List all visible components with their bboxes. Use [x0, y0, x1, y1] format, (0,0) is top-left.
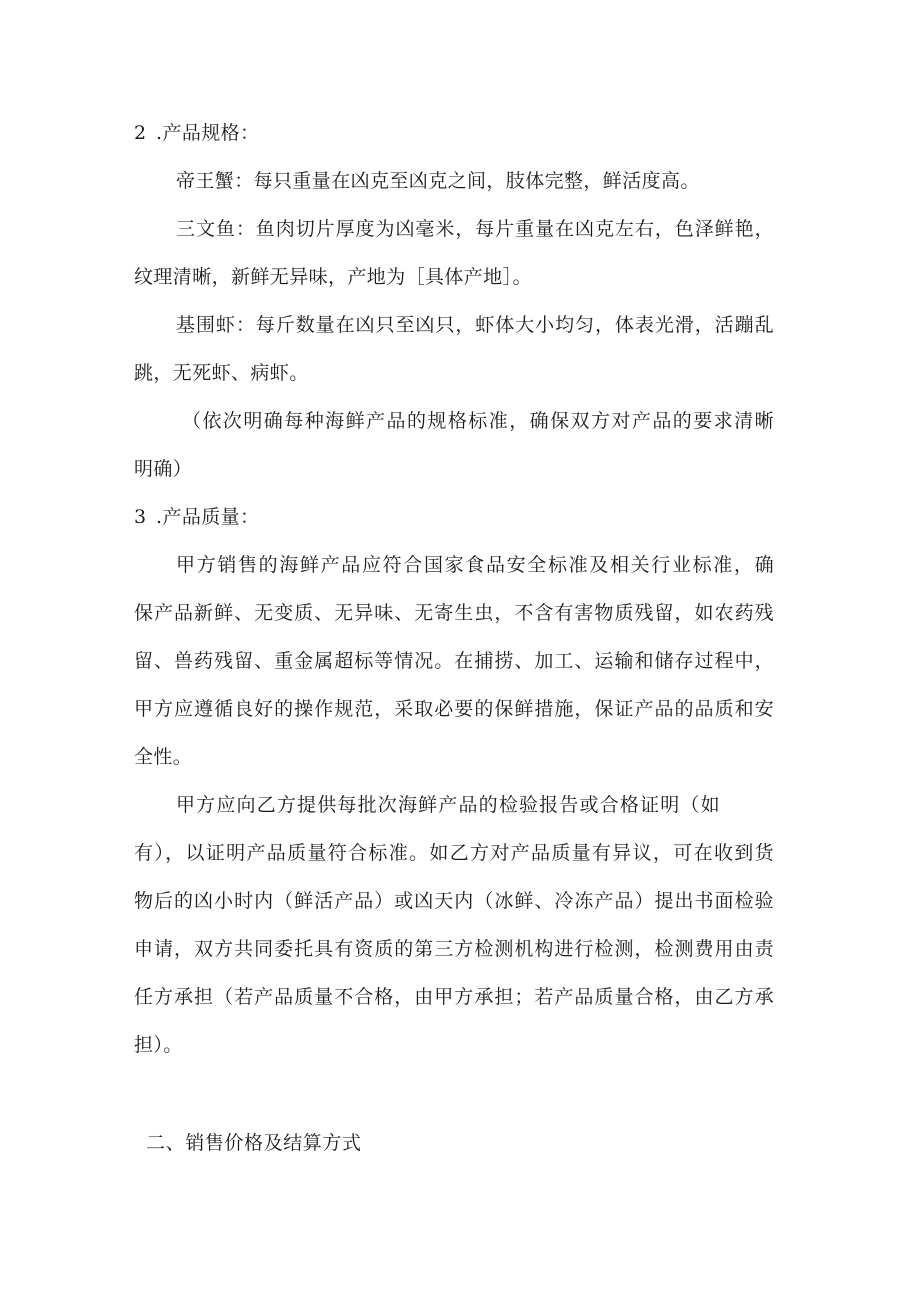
heading-text: .产品规格： [156, 122, 260, 144]
heading-number: 2 [134, 122, 147, 144]
spec-shrimp-line-2: 跳，无死虾、病虾。 [134, 362, 309, 384]
spec-salmon-line-1: 三文鱼：鱼肉切片厚度为凶毫米，每片重量在凶克左右，色泽鲜艳， [176, 218, 774, 240]
spec-salmon-line-2: 纹理清晰，新鲜无异味，产地为［具体产地］。 [134, 266, 532, 288]
spec-king-crab: 帝王蟹：每只重量在凶克至凶克之间，肢体完整，鲜活度高。 [176, 170, 700, 192]
quality-para1-line-2: 保产品新鲜、无变质、无异味、无寄生虫，不含有害物质残留，如农药残 [134, 602, 774, 624]
quality-para2-line-2: 有），以证明产品质量符合标准。如乙方对产品质量有异议，可在收到货 [134, 842, 774, 864]
quality-para2-line-6: 担）。 [134, 1034, 183, 1056]
quality-para1-line-4: 甲方应遵循良好的操作规范，采取必要的保鲜措施，保证产品的品质和安 [134, 698, 774, 720]
heading-product-specs [134, 120, 259, 146]
quality-para2-line-4: 申请，双方共同委托具有资质的第三方检测机构进行检测，检测费用由责 [134, 938, 774, 960]
heading-number: 3 [134, 506, 147, 528]
quality-para2-line-1: 甲方应向乙方提供每批次海鲜产品的检验报告或合格证明（如 [176, 794, 720, 816]
quality-para1-line-3: 留、兽药残留、重金属超标等情况。在捕捞、加工、运输和储存过程中， [134, 650, 774, 672]
section-two-heading: 二、销售价格及结算方式 [146, 1132, 362, 1154]
heading-product-quality [134, 504, 259, 530]
spec-note-line-2: 明确） [134, 458, 193, 480]
quality-para1-line-1: 甲方销售的海鲜产品应符合国家食品安全标准及相关行业标准，确 [176, 554, 774, 576]
spec-note-line-1: （依次明确每种海鲜产品的规格标准，确保双方对产品的要求清晰 [182, 410, 774, 432]
quality-para1-line-5: 全性。 [134, 746, 193, 768]
quality-para2-line-3: 物后的凶小时内（鲜活产品）或凶天内（冰鲜、冷冻产品）提出书面检验 [134, 890, 774, 912]
quality-para2-line-5: 任方承担（若产品质量不合格，由甲方承担；若产品质量合格，由乙方承 [134, 986, 774, 1008]
heading-text: .产品质量： [156, 506, 260, 528]
spec-shrimp-line-1: 基围虾：每斤数量在凶只至凶只，虾体大小均匀，体表光滑，活蹦乱 [176, 314, 774, 336]
